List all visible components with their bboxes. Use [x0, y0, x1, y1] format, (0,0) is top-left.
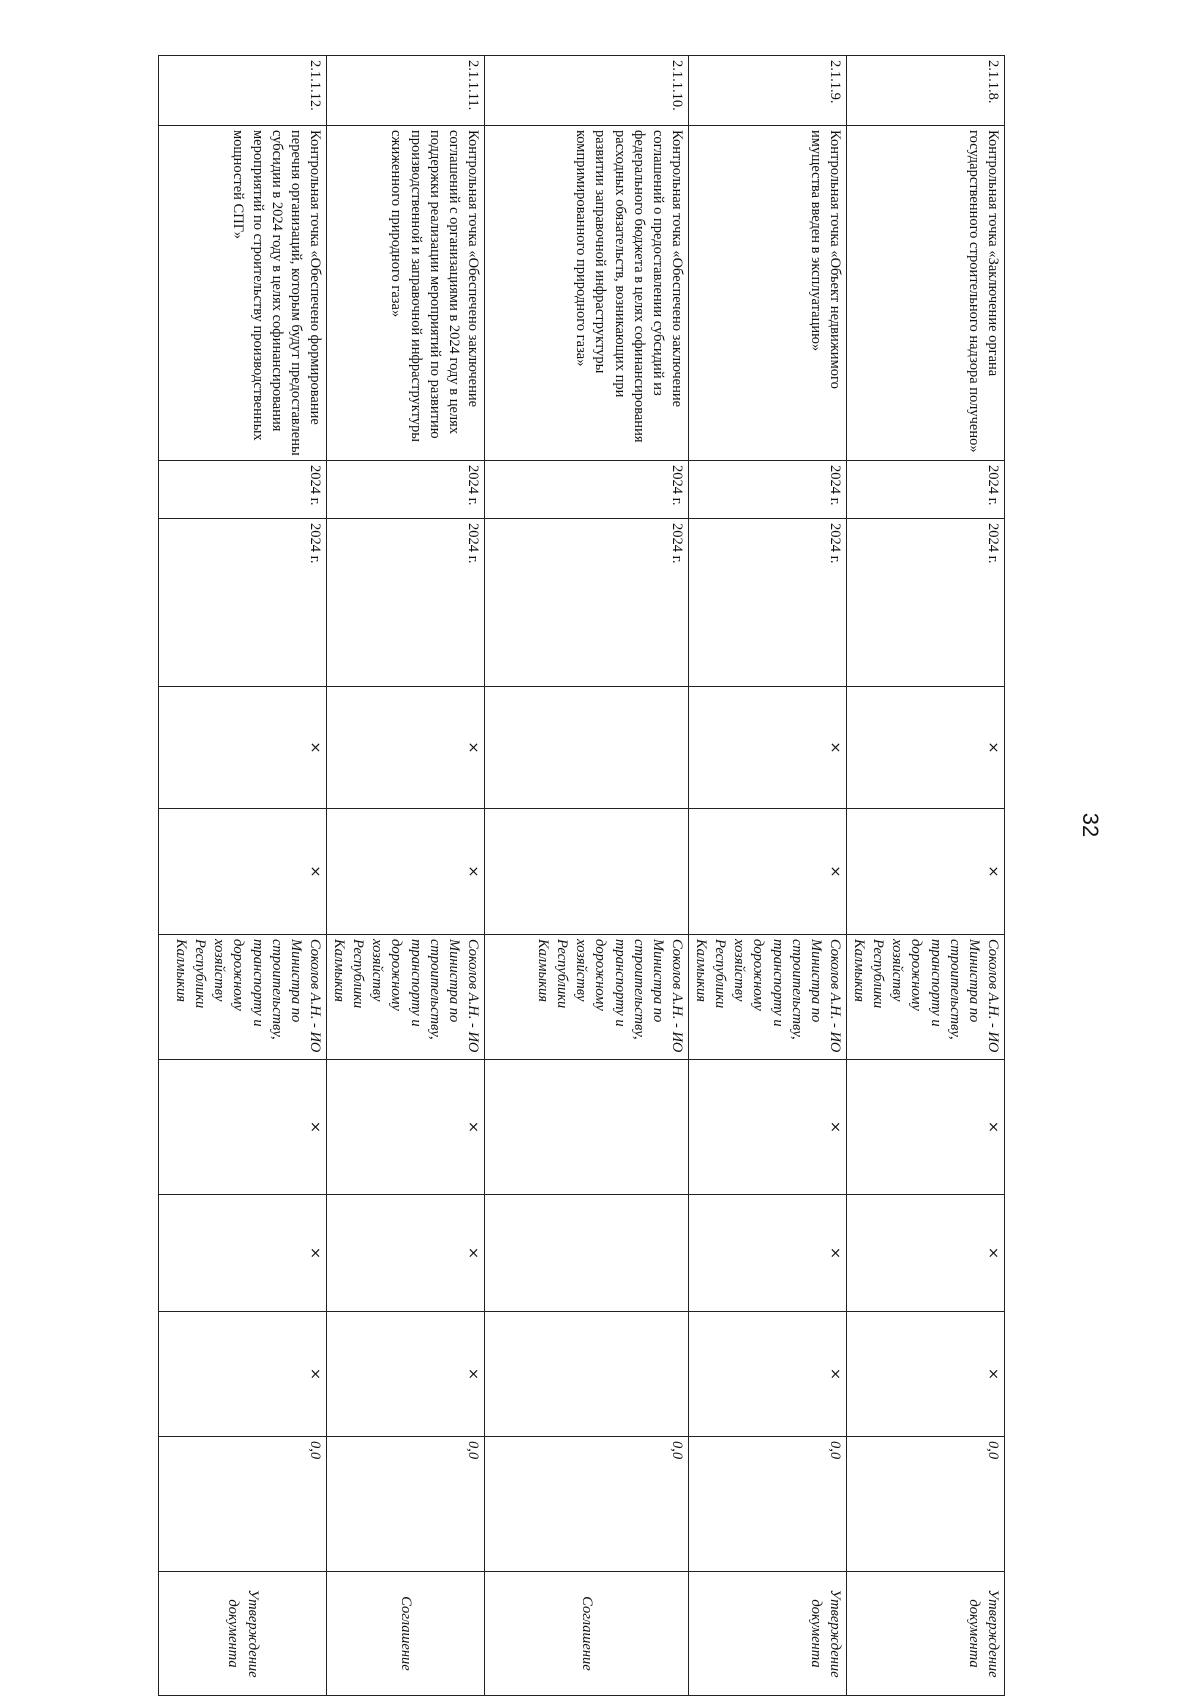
start-date: 2024 г. — [159, 461, 327, 519]
row-number: 2.1.1.11. — [327, 56, 485, 126]
control-point-name: Контрольная точка «Объект недвижимого имущества введен в эксплуатацию» — [689, 126, 847, 461]
document-type: Утверждение документа — [159, 1572, 327, 1696]
control-point-name: Контрольная точка «Заключение органа государственного строительного надзора получено» — [847, 126, 1005, 461]
cross-mark: × — [689, 1060, 847, 1195]
responsible-person: Соколов А.Н. - ИО Министра по строительству, транспорту и дорожному хозяйству Республики Калмыкия — [847, 935, 1005, 1060]
table-row — [159, 56, 327, 1696]
document-type: Соглашение — [485, 1572, 689, 1696]
amount-value: 0,0 — [327, 1437, 485, 1572]
start-date: 2024 г. — [847, 461, 1005, 519]
cross-mark: × — [847, 809, 1005, 935]
cross-mark: × — [689, 1195, 847, 1312]
cross-mark: × — [689, 809, 847, 935]
control-point-name: Контрольная точка «Обеспечено формирование перечня организаций, которым будут предоставлены субсидии в 2024 году в целях софинансирования мероприятий по строительству производственных мощностей СПГ» — [159, 126, 327, 461]
start-date: 2024 г. — [485, 461, 689, 519]
responsible-person: Соколов А.Н. - ИО Министра по строительству, транспорту и дорожному хозяйству Республики Калмыкия — [159, 935, 327, 1060]
cross-mark: × — [327, 809, 485, 935]
row-number: 2.1.1.12. — [159, 56, 327, 126]
page-number: 32 — [1078, 812, 1104, 838]
empty-mark-cell — [485, 1195, 689, 1312]
cross-mark: × — [159, 809, 327, 935]
cross-mark: × — [159, 687, 327, 809]
amount-value: 0,0 — [847, 1437, 1005, 1572]
empty-mark-cell — [485, 687, 689, 809]
end-date: 2024 г. — [847, 519, 1005, 687]
cross-mark: × — [689, 1312, 847, 1437]
row-number: 2.1.1.8. — [847, 56, 1005, 126]
document-type: Соглашение — [327, 1572, 485, 1696]
cross-mark: × — [327, 1195, 485, 1312]
empty-mark-cell — [485, 1060, 689, 1195]
row-number: 2.1.1.9. — [689, 56, 847, 126]
cross-mark: × — [847, 1195, 1005, 1312]
cross-mark: × — [327, 1312, 485, 1437]
cross-mark: × — [847, 1060, 1005, 1195]
amount-value: 0,0 — [485, 1437, 689, 1572]
end-date: 2024 г. — [689, 519, 847, 687]
document-type: Утверждение документа — [847, 1572, 1005, 1696]
cross-mark: × — [847, 687, 1005, 809]
cross-mark: × — [159, 1060, 327, 1195]
end-date: 2024 г. — [485, 519, 689, 687]
start-date: 2024 г. — [327, 461, 485, 519]
cross-mark: × — [159, 1312, 327, 1437]
start-date: 2024 г. — [689, 461, 847, 519]
end-date: 2024 г. — [159, 519, 327, 687]
row-number: 2.1.1.10. — [485, 56, 689, 126]
amount-value: 0,0 — [159, 1437, 327, 1572]
end-date: 2024 г. — [327, 519, 485, 687]
empty-mark-cell — [485, 809, 689, 935]
control-point-name: Контрольная точка «Обеспечено заключение соглашений о предоставлении субсидий из федерального бюджета в целях софинансирования расходных обязательств, возникающих при развитии заправочной инфраструктуры компримированного природного газа» — [485, 126, 689, 461]
cross-mark: × — [327, 687, 485, 809]
empty-mark-cell — [485, 1312, 689, 1437]
table-row — [327, 56, 485, 1696]
table-row — [689, 56, 847, 1696]
responsible-person: Соколов А.Н. - ИО Министра по строительству, транспорту и дорожному хозяйству Республики Калмыкия — [689, 935, 847, 1060]
table-row — [847, 56, 1005, 1696]
control-point-name: Контрольная точка «Обеспечено заключение соглашений с организациями в 2024 году в целях поддержки реализации мероприятий по развитию производственной и заправочной инфраструктуры сжиженного природного газа» — [327, 126, 485, 461]
responsible-person: Соколов А.Н. - ИО Министра по строительству, транспорту и дорожному хозяйству Республики Калмыкия — [327, 935, 485, 1060]
cross-mark: × — [159, 1195, 327, 1312]
responsible-person: Соколов А.Н. - ИО Министра по строительству, транспорту и дорожному хозяйству Республики Калмыкия — [485, 935, 689, 1060]
cross-mark: × — [847, 1312, 1005, 1437]
cross-mark: × — [689, 687, 847, 809]
amount-value: 0,0 — [689, 1437, 847, 1572]
document-type: Утверждение документа — [689, 1572, 847, 1696]
control-points-table — [158, 55, 1005, 1696]
table-row — [485, 56, 689, 1696]
cross-mark: × — [327, 1060, 485, 1195]
